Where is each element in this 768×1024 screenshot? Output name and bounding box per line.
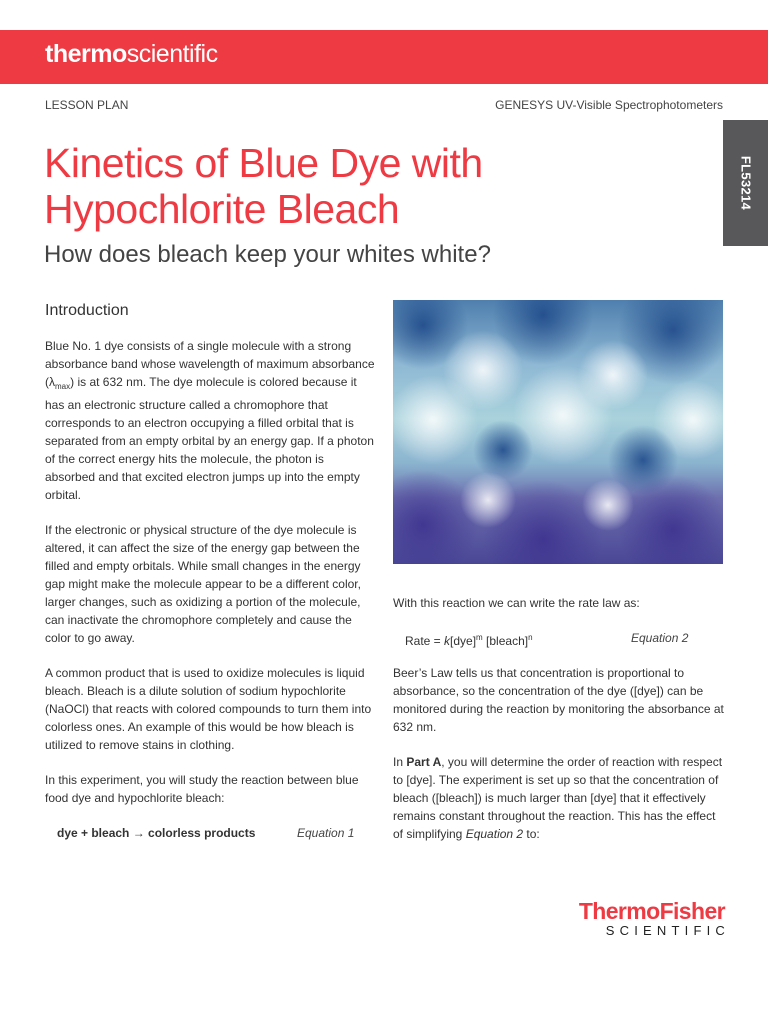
- part-a-paragraph: In Part A, you will determine the order of reaction with respect to [dye]. The experiment is set up so that the concentration of bleach ([bleach]) is much larger than [dye] that it effectively remains constant throughout the reaction. This has the effect of simplifying Equation 2 to:: [393, 755, 723, 841]
- section-heading-introduction: Introduction: [45, 302, 129, 319]
- product-label: GENESYS UV-Visible Spectrophotometers: [495, 98, 723, 112]
- intro-paragraph-1: Blue No. 1 dye consists of a single molecule with a strong absorbance band whose wavelength of maximum absorbance $(\lambda_{max})$ is at 632 nm. The dye molecule is colored because it has an electronic structure called a chromophore that corresponds to an electron occupying a filled orbital that is separated from an empty orbital by an energy gap. If a photon of the correct energy hits the molecule, the photon is absorbed and that excited electron jumps up into the empty orbital.: [45, 339, 375, 502]
- page-subtitle: How does bleach keep your whites white?: [44, 241, 491, 268]
- rate-law-intro: With this reaction we can write the rate law as:: [393, 596, 640, 610]
- tie-dye-fabric-image: [393, 300, 723, 564]
- equation-1-label: Equation 1: [297, 826, 355, 840]
- brand-bold: thermo: [45, 40, 127, 68]
- equation-1-expression: dye + bleach → colorless products: [57, 826, 256, 840]
- doc-code-tab: [723, 120, 768, 246]
- thermofisher-logo: [570, 898, 730, 938]
- equation-2-expression: Rate = k[dye]$^m$ [bleach]$^n$: [405, 633, 533, 648]
- right-column: [393, 594, 726, 860]
- intro-paragraph-2: If the electronic or physical structure of the dye molecule is altered, it can affect the size of the energy gap between the filled and empty orbitals. While small changes in the energy gap might make the molecule appear to be a different color, larger changes, such as oxidizing a portion of the molecule, can inactivate the chromophore completely and cause the color to go away.: [45, 523, 361, 645]
- brand-logo: [45, 40, 218, 69]
- logo-tagline: SCIENTIFIC: [605, 923, 730, 938]
- equation-1: [45, 824, 377, 842]
- brand-light: scientific: [126, 40, 218, 68]
- equation-2: [393, 629, 726, 647]
- intro-paragraph-3: A common product that is used to oxidize molecules is liquid bleach. Bleach is a dilute solution of sodium hypochlorite (NaOCl) that reacts with colored compounds to turn them into colorless ones. An example of this would be how bleach is utilized to remove stains in clothing.: [45, 666, 372, 752]
- intro-paragraph-4: In this experiment, you will study the reaction between blue food dye and hypochlorite bleach:: [45, 773, 359, 805]
- page-title: Kinetics of Blue Dye with Hypochlorite Bleach: [44, 140, 483, 232]
- left-column: [45, 302, 377, 842]
- doc-type-label: LESSON PLAN: [45, 98, 129, 112]
- beers-law-paragraph: Beer’s Law tells us that concentration is proportional to absorbance, so the concentration of the dye ([dye]) can be monitored during the reaction by monitoring the absorbance at 632 nm.: [393, 666, 724, 734]
- doc-code: FL53214: [738, 155, 753, 211]
- equation-2-label: Equation 2: [631, 631, 689, 645]
- logo-wordmark: ThermoFisher: [578, 898, 725, 924]
